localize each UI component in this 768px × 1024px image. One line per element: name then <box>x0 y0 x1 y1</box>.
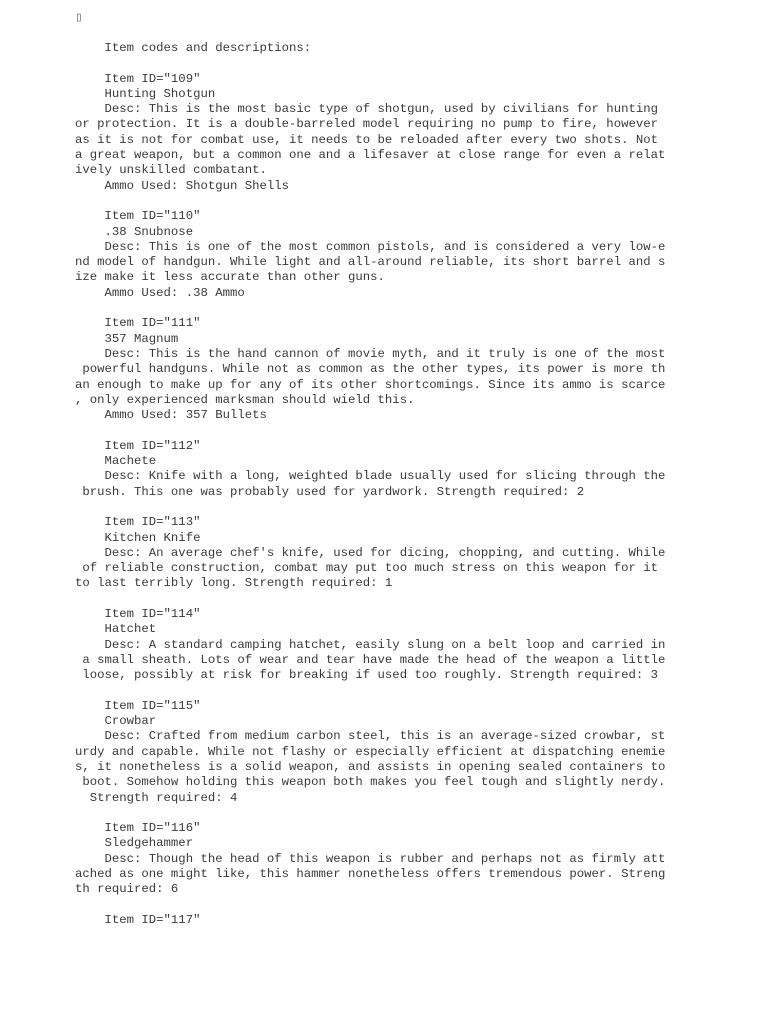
item-entry <box>75 699 675 806</box>
missing-glyph-icon: ▯ <box>75 10 83 25</box>
document-heading: Item codes and descriptions: <box>75 41 312 55</box>
item-desc-line: Ammo Used: 357 Bullets <box>75 408 267 423</box>
item-desc-line: Ammo Used: Shotgun Shells <box>75 178 290 193</box>
item-desc-line: powerful handguns. While not as common as the other types, its power is more th <box>75 362 666 377</box>
item-id-line: Item ID="117" <box>75 912 201 927</box>
blank-line <box>75 806 675 821</box>
item-id-line: Item ID="116" <box>75 821 201 836</box>
item-entry <box>75 913 675 928</box>
item-name-line: Machete <box>75 454 157 469</box>
blank-line <box>75 500 675 515</box>
item-desc-line: ize make it less accurate than other guns. <box>75 270 385 285</box>
item-entry <box>75 607 675 683</box>
item-desc-line: Desc: Though the head of this weapon is rubber and perhaps not as firmly att <box>75 851 666 866</box>
item-id-line: Item ID="110" <box>75 209 201 224</box>
item-desc-line: urdy and capable. While not flashy or especially efficient at dispatching enemie <box>75 744 666 759</box>
item-desc-line: nd model of handgun. While light and all-around reliable, its short barrel and s <box>75 255 666 270</box>
blank-line <box>75 423 675 438</box>
item-desc-line: Desc: Knife with a long, weighted blade usually used for slicing through the <box>75 469 666 484</box>
item-desc-line: th required: 6 <box>75 882 179 897</box>
item-desc-line: ached as one might like, this hammer nonetheless offers tremendous power. Streng <box>75 867 666 882</box>
item-desc-line: of reliable construction, combat may put too much stress on this weapon for it <box>75 561 658 576</box>
item-entry <box>75 316 675 423</box>
blank-line <box>75 301 675 316</box>
item-desc-line: , only experienced marksman should wield this. <box>75 392 415 407</box>
item-desc-line: ively unskilled combatant. <box>75 163 267 178</box>
blank-line <box>75 898 675 913</box>
item-name-line: Sledgehammer <box>75 836 194 851</box>
item-desc-line: as it is not for combat use, it needs to be reloaded after every two shots. Not <box>75 132 658 147</box>
item-desc-line: Desc: Crafted from medium carbon steel, this is an average-sized crowbar, st <box>75 729 666 744</box>
item-id-line: Item ID="114" <box>75 606 201 621</box>
item-name-line: 357 Magnum <box>75 331 179 346</box>
item-name-line: Kitchen Knife <box>75 530 201 545</box>
item-id-line: Item ID="112" <box>75 438 201 453</box>
item-id-line: Item ID="115" <box>75 698 201 713</box>
item-desc-line: Desc: This is the hand cannon of movie myth, and it truly is one of the most <box>75 346 666 361</box>
item-desc-line: a small sheath. Lots of wear and tear have made the head of the weapon a little <box>75 652 666 667</box>
item-name-line: Hunting Shotgun <box>75 86 216 101</box>
blank-line <box>75 56 675 71</box>
item-desc-line: or protection. It is a double-barreled model requiring no pump to fire, however <box>75 117 658 132</box>
item-desc-line: boot. Somehow holding this weapon both makes you feel tough and slightly nerdy. <box>75 775 666 790</box>
item-desc-line: a great weapon, but a common one and a lifesaver at close range for even a relat <box>75 148 666 163</box>
item-desc-line: Ammo Used: .38 Ammo <box>75 285 245 300</box>
item-desc-line: to last terribly long. Strength required: 1 <box>75 576 393 591</box>
item-name-line: Hatchet <box>75 622 157 637</box>
item-id-line: Item ID="111" <box>75 316 201 331</box>
item-desc-line: Desc: This is the most basic type of shotgun, used by civilians for hunting <box>75 102 658 117</box>
item-desc-line: an enough to make up for any of its other shortcomings. Since its ammo is scarce <box>75 377 666 392</box>
blank-line <box>75 194 675 209</box>
item-entry <box>75 515 675 591</box>
blank-line <box>75 683 675 698</box>
item-entry <box>75 209 675 301</box>
item-entry <box>75 439 675 500</box>
document-page <box>75 10 675 928</box>
item-name-line: .38 Snubnose <box>75 224 194 239</box>
item-entry <box>75 72 675 194</box>
blank-line <box>75 592 675 607</box>
item-desc-line: Desc: A standard camping hatchet, easily slung on a belt loop and carried in <box>75 637 666 652</box>
item-desc-line: loose, possibly at risk for breaking if used too roughly. Strength required: 3 <box>75 668 658 683</box>
item-desc-line: Strength required: 4 <box>75 790 238 805</box>
item-entry <box>75 821 675 897</box>
item-desc-line: Desc: This is one of the most common pistols, and is considered a very low-e <box>75 239 666 254</box>
item-desc-line: brush. This one was probably used for yardwork. Strength required: 2 <box>75 484 585 499</box>
item-desc-line: s, it nonetheless is a solid weapon, and assists in opening sealed containers to <box>75 759 666 774</box>
item-id-line: Item ID="109" <box>75 71 201 86</box>
item-id-line: Item ID="113" <box>75 515 201 530</box>
item-desc-line: Desc: An average chef's knife, used for dicing, chopping, and cutting. While <box>75 545 666 560</box>
item-name-line: Crowbar <box>75 714 157 729</box>
item-list <box>75 56 675 928</box>
